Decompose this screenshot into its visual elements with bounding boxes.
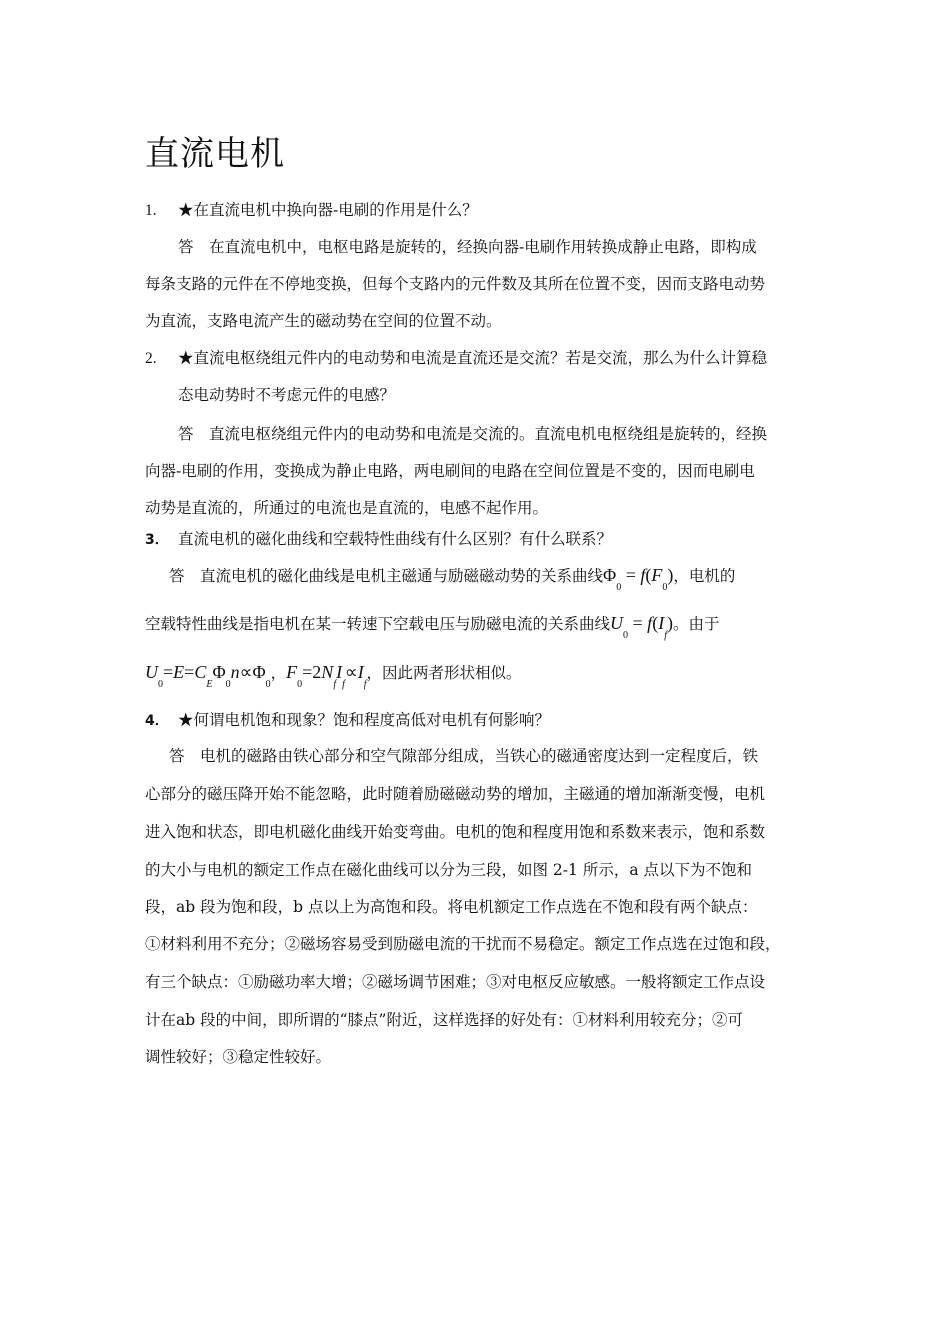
answer-4-line-4: 的大小与电机的额定工作点在磁化曲线可以分为三段，如图 2-1 所示，a 点以下为不饱和 (145, 861, 752, 879)
answer-4-line-2: 心部分的磁压降开始不能忽略，此时随着励磁磁动势的增加，主磁通的增加渐渐变慢，电机 (145, 785, 766, 803)
answer-3-line-1 (169, 565, 736, 593)
answer-text: 答 直流电机的磁化曲线是电机主磁通与励磁磁动势的关系曲线 (169, 567, 604, 585)
question-number: 2. (145, 350, 157, 367)
question-4 (145, 710, 550, 731)
answer-1-line-2: 每条支路的元件在不停地变换，但每个支路内的元件数及其所在位置不变，因而支路电动势 (145, 275, 766, 293)
answer-4-line-3: 进入饱和状态，即电机磁化曲线开始变弯曲。电机的饱和程度用饱和系数来表示，饱和系数 (145, 823, 766, 841)
answer-4-line-5: 段，ab 段为饱和段，b 点以上为高饱和段。将电机额定工作点选在不饱和段有两个缺点： (145, 898, 758, 916)
answer-1-line-3: 为直流，支路电流产生的磁动势在空间的位置不动。 (145, 312, 502, 330)
answer-2-line-2: 向器-电刷的作用，变换成为静止电路，两电刷间的电路在空间位置是不变的，因而电刷电 (145, 462, 755, 480)
formula-relation: $U_0=E=C_E\Phi_0n\propto\Phi_0$，$F_0=2N_fI_f\propto I_f$ (145, 662, 367, 690)
question-2 (145, 348, 767, 369)
question-text: ★何谓电机饱和现象？饱和程度高低对电机有何影响？ (178, 711, 551, 729)
question-number: 1. (145, 202, 157, 219)
answer-4-line-7: 有三个缺点：①励磁功率大增；②磁场调节困难；③对电枢反应敏感。一般将额定工作点设 (145, 973, 766, 991)
answer-4-line-6: ①材料利用不充分；②磁场容易受到励磁电流的干扰而不易稳定。额定工作点选在过饱和段， (145, 935, 781, 953)
question-3 (145, 529, 612, 550)
question-1 (145, 200, 478, 221)
answer-3-line-3 (145, 662, 522, 690)
answer-text-end: ，电机的 (673, 567, 736, 585)
question-number: 4． (145, 713, 169, 729)
answer-2-line-1: 答 直流电枢绕组元件内的电动势和电流是交流的。直流电机电枢绕组是旋转的，经换 (178, 425, 768, 443)
answer-text-end: 。由于 (672, 615, 720, 633)
question-2-continued: 态电动势时不考虑元件的电感？ (178, 386, 396, 404)
question-text: ★在直流电机中换向器-电刷的作用是什么？ (178, 201, 478, 219)
question-number: 3． (145, 532, 169, 548)
answer-3-line-2 (145, 613, 720, 641)
answer-4-line-8: 计在ab 段的中间，即所谓的“膝点”附近，这样选择的好处有：①材料利用较充分；②可 (145, 1011, 743, 1029)
answer-text: 空载特性曲线是指电机在某一转速下空载电压与励磁电流的关系曲线 (145, 615, 611, 633)
answer-4-line-9: 调性较好；③稳定性较好。 (145, 1048, 332, 1066)
formula-magnetization: $\Phi_0 = f(F_0)$ (603, 565, 674, 593)
answer-1-line-1: 答 在直流电机中，电枢电路是旋转的，经换向器-电刷作用转换成静止电路，即构成 (178, 238, 757, 256)
formula-no-load: $U_0 = f(I_f)$ (610, 613, 673, 641)
answer-4-line-1: 答 电机的磁路由铁心部分和空气隙部分组成，当铁心的磁通密度达到一定程度后，铁 (169, 747, 759, 765)
answer-text-end: ，因此两者形状相似。 (366, 664, 522, 682)
answer-2-line-3: 动势是直流的，所通过的电流也是直流的，电感不起作用。 (145, 499, 549, 517)
question-text: 直流电机的磁化曲线和空载特性曲线有什么区别？有什么联系？ (178, 530, 613, 548)
page-title: 直流电机 (145, 134, 285, 174)
question-text: ★直流电枢绕组元件内的电动势和电流是直流还是交流？若是交流，那么为什么计算稳 (178, 349, 768, 367)
